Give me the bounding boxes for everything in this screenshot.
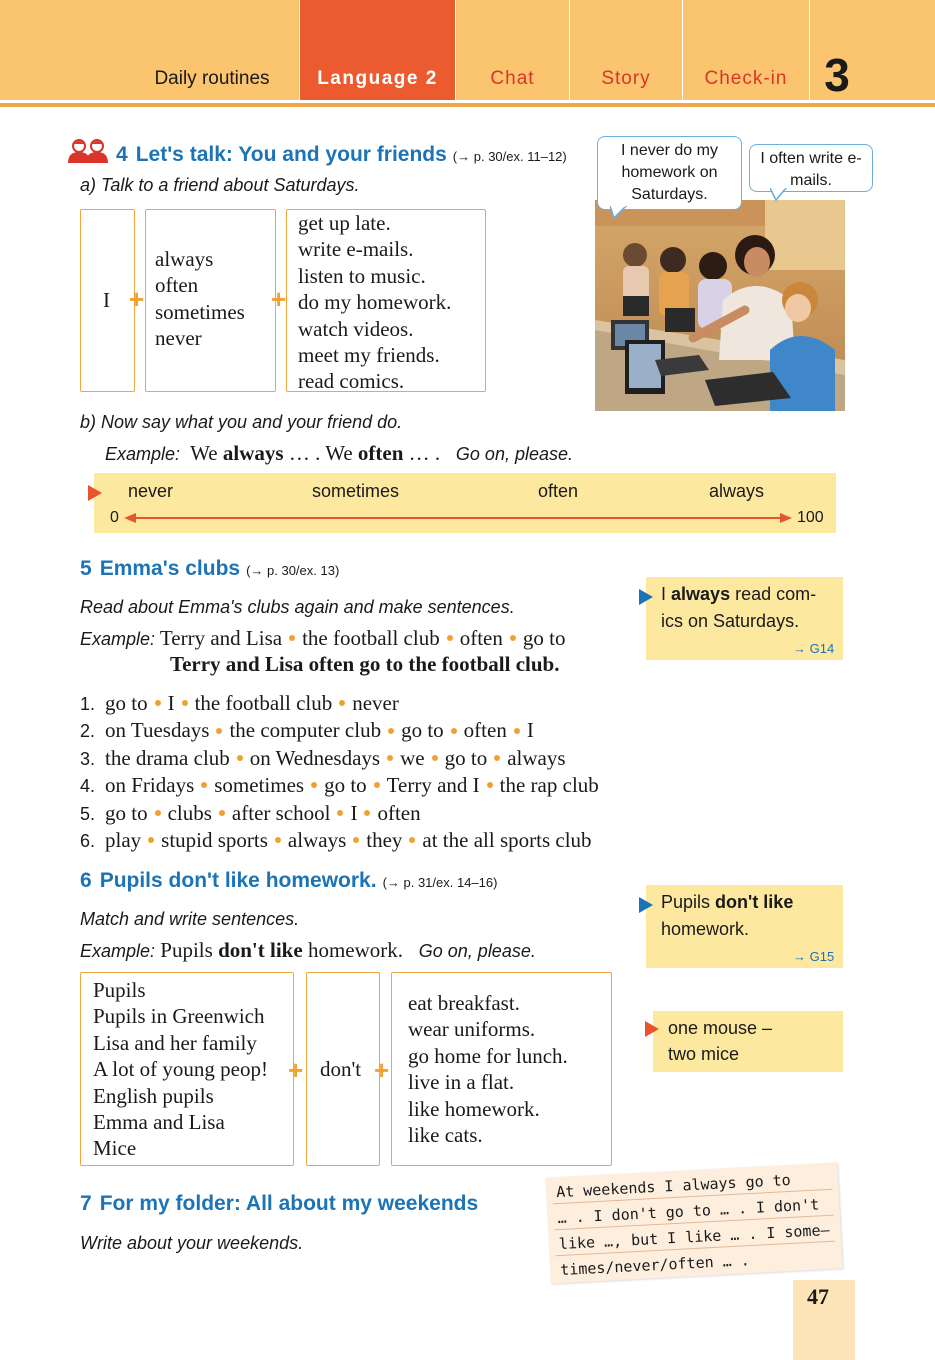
note-line: like …, but I like … . I some–	[558, 1220, 830, 1254]
tab-label: Story	[601, 68, 651, 89]
list-item-number: 6.	[80, 831, 96, 852]
table-cell: live in a flat.	[408, 1070, 515, 1095]
list-item-part: on Wednesdays	[249, 745, 381, 770]
scale-label-never: never	[128, 481, 174, 501]
dot-separator-icon	[289, 635, 295, 641]
topbar-divider	[0, 103, 935, 107]
dot-separator-icon	[451, 728, 457, 734]
table-cell: Mice	[93, 1136, 137, 1161]
exercise-4-example	[105, 441, 573, 466]
tab-label: Check-in	[704, 68, 788, 89]
table-cell: listen to music.	[298, 263, 426, 288]
exercise-5-instruction: Read about Emma's clubs again and make sentences.	[80, 597, 515, 617]
plus-icon: +	[374, 1055, 390, 1085]
table-cell: do my homework.	[298, 290, 452, 315]
tab-label: Language 2	[317, 68, 438, 89]
table-cell: never	[155, 326, 202, 351]
example-label: Example:	[105, 444, 181, 464]
table-col-negation	[306, 972, 380, 1166]
example-label: Example:	[80, 941, 156, 961]
exercise-5-example-answer: Terry and Lisa often go to the football club.	[170, 652, 560, 676]
note-line: times/never/often … .	[559, 1251, 751, 1280]
dot-separator-icon	[337, 810, 343, 816]
list-item	[80, 772, 599, 799]
list-item-part: the rap club	[499, 773, 599, 798]
scale-label-often: often	[538, 481, 579, 501]
speech-bubble	[749, 144, 873, 192]
list-item-part: often	[377, 800, 421, 825]
grammar-reference-link[interactable]: → G15	[793, 949, 835, 964]
list-item-part: often	[463, 718, 507, 743]
note-line: … . I don't go to … . I don't	[557, 1195, 820, 1228]
list-item-number: 4.	[80, 776, 96, 797]
dot-separator-icon	[275, 837, 281, 843]
list-item-part: always	[507, 745, 566, 770]
list-item-part: sometimes	[214, 773, 305, 798]
table-cell: meet my friends.	[298, 343, 440, 368]
table-col-subjects	[80, 972, 294, 1166]
go-on-text: Go on, please.	[455, 444, 574, 464]
list-item-part: the football club	[194, 691, 333, 715]
dot-separator-icon	[388, 728, 394, 734]
exercise-title: Let's talk: You and your friends	[135, 143, 447, 166]
bubble-tail	[770, 188, 790, 202]
handwritten-note-card	[545, 1162, 842, 1283]
scale-label-sometimes: sometimes	[312, 481, 400, 501]
dot-separator-icon	[216, 728, 222, 734]
tip-bold: don't like	[715, 892, 794, 912]
dot-separator-icon	[311, 782, 317, 788]
list-item-part: after school	[231, 800, 331, 825]
tab-story[interactable]	[570, 0, 683, 100]
list-item-part: clubs	[167, 800, 212, 825]
dot-separator-icon	[201, 782, 207, 788]
exercise-number: 5	[80, 557, 92, 580]
dot-separator-icon	[409, 837, 415, 843]
scale-label-always: always	[709, 481, 765, 501]
table-cell: eat breakfast.	[408, 991, 520, 1015]
grammar-tip-line	[661, 892, 793, 913]
page-reference: (→ p. 30/ex. 13)	[246, 563, 340, 578]
example-text: … . We	[288, 441, 353, 465]
example-bold: often	[357, 441, 404, 465]
exercise-7-instruction: Write about your weekends.	[80, 1233, 304, 1253]
bubble-text: I often write e-mails.	[760, 150, 862, 189]
list-item-part: go to	[444, 745, 488, 770]
grammar-tip-line: ics on Saturdays.	[661, 611, 800, 631]
vocab-note-line: two mice	[668, 1044, 740, 1064]
tab-label: Chat	[490, 68, 535, 89]
list-item-part: always	[287, 828, 347, 853]
table-cell: like cats.	[408, 1123, 483, 1148]
list-item-part: Terry and I	[386, 773, 480, 798]
dot-separator-icon	[155, 700, 161, 706]
exercise-title: Pupils don't like homework.	[99, 869, 377, 892]
dot-separator-icon	[353, 837, 359, 843]
list-item-part: the computer club	[229, 718, 382, 743]
exercise-7-heading	[80, 1192, 478, 1216]
example-part: the football club	[302, 626, 440, 650]
dot-separator-icon	[339, 700, 345, 706]
triangle-marker-icon	[639, 589, 653, 605]
table-cell: write e-mails.	[298, 237, 414, 262]
table-cell: English pupils	[93, 1083, 214, 1108]
unit-number: 3	[824, 49, 850, 101]
pair-work-icon	[66, 138, 110, 164]
exercise-number: 4	[116, 143, 128, 166]
triangle-marker-icon	[88, 485, 102, 501]
table-cell: Pupils	[93, 978, 146, 1002]
top-navigation-bar	[0, 0, 935, 100]
dot-separator-icon	[182, 700, 188, 706]
speech-bubble	[597, 136, 742, 210]
list-item-part: I	[350, 800, 358, 825]
table-cell: Emma and Lisa	[93, 1110, 225, 1135]
example-text: We	[190, 441, 218, 465]
table-cell: like homework.	[408, 1096, 540, 1121]
dot-separator-icon	[148, 837, 154, 843]
tip-bold: always	[671, 584, 731, 604]
exercise-6-instruction: Match and write sentences.	[80, 909, 300, 929]
example-bold: always	[222, 441, 284, 465]
dot-separator-icon	[155, 810, 161, 816]
table-cell: go home for lunch.	[408, 1043, 568, 1068]
exercise-5-list	[80, 690, 599, 854]
tip-text: I	[661, 584, 667, 604]
list-item-part: on Fridays	[105, 773, 195, 798]
list-item	[80, 717, 599, 744]
table-col-verbs	[391, 972, 612, 1166]
page-reference: (→ p. 30/ex. 11–12)	[452, 149, 567, 164]
list-item-part: go to	[105, 691, 148, 715]
exercise-4b-instruction: b) Now say what you and your friend do.	[80, 412, 403, 432]
scale-arrow	[124, 510, 792, 526]
list-item-number: 2.	[80, 721, 96, 742]
table-cell: read comics.	[298, 369, 405, 394]
scale-min: 0	[110, 509, 119, 526]
triangle-marker-icon	[645, 1021, 659, 1037]
exercise-number: 6	[80, 869, 92, 892]
list-item	[80, 690, 599, 717]
tip-text: read com-	[735, 584, 817, 604]
list-item-number: 1.	[80, 694, 96, 714]
list-item-part: stupid sports	[161, 828, 268, 853]
grammar-tip-line	[661, 584, 816, 605]
tab-check-in[interactable]	[683, 0, 810, 100]
dot-separator-icon	[447, 635, 453, 641]
list-item-part: we	[400, 745, 425, 770]
page-number: 47	[807, 1284, 829, 1309]
triangle-marker-icon	[639, 897, 653, 913]
vocab-note-line: one mouse –	[668, 1018, 773, 1038]
exercise-4a-instruction: a) Talk to a friend about Saturdays.	[80, 175, 360, 195]
bubble-tail	[610, 206, 630, 220]
list-item-part: on Tuesdays	[105, 718, 210, 743]
list-item-part: at the all sports club	[422, 828, 592, 853]
table-cell: often	[155, 273, 199, 298]
bubble-text: I never do my homework on Saturdays.	[621, 142, 718, 203]
grammar-reference-link[interactable]: → G14	[793, 641, 835, 656]
example-part: often	[459, 626, 503, 650]
list-item	[80, 800, 599, 827]
scale-max: 100	[797, 509, 824, 526]
exercise-number: 7	[80, 1192, 92, 1215]
example-text: … .	[408, 441, 441, 465]
dot-separator-icon	[487, 782, 493, 788]
table-cell: Pupils in Greenwich	[93, 1004, 265, 1029]
example-label: Example:	[80, 629, 156, 649]
tip-text: Pupils	[661, 892, 711, 912]
list-item	[80, 827, 599, 854]
list-item-number: 5.	[80, 803, 96, 824]
example-part: go to	[522, 626, 566, 650]
dot-separator-icon	[374, 782, 380, 788]
list-item-part: go to	[401, 718, 444, 743]
classroom-photo	[595, 200, 845, 411]
table-cell: wear uniforms.	[408, 1017, 536, 1042]
table-cell: get up late.	[298, 211, 391, 235]
plus-icon: +	[271, 284, 287, 314]
go-on-text: Go on, please.	[418, 941, 536, 961]
example-bold: don't like	[218, 938, 303, 962]
tab-label: Daily routines	[154, 68, 270, 89]
list-item-part: go to	[105, 800, 148, 825]
dot-separator-icon	[494, 755, 500, 761]
dot-separator-icon	[364, 810, 370, 816]
exercise-5-heading	[80, 557, 339, 581]
dot-separator-icon	[514, 728, 520, 734]
exercise-6-example	[80, 938, 536, 963]
list-item-part: they	[366, 828, 403, 853]
exercise-5-example	[80, 626, 565, 651]
dot-separator-icon	[237, 755, 243, 761]
table-cell: always	[155, 247, 214, 271]
list-item-number: 3.	[80, 748, 96, 769]
dot-separator-icon	[510, 635, 516, 641]
list-item-part: I	[167, 691, 175, 715]
list-item-part: play	[105, 828, 142, 853]
plus-icon: +	[288, 1055, 304, 1085]
example-text: homework.	[307, 938, 404, 962]
table-cell: sometimes	[155, 299, 245, 324]
table-col-adverbs	[145, 209, 276, 392]
list-item-part: I	[526, 718, 534, 743]
example-part: Terry and Lisa	[159, 626, 283, 650]
table-col-subject	[80, 209, 135, 392]
dot-separator-icon	[432, 755, 438, 761]
exercise-title: For my folder: All about my weekends	[99, 1192, 479, 1215]
plus-icon: +	[129, 284, 145, 314]
exercise-6-heading	[80, 869, 497, 893]
table-cell: A lot of young peop!	[93, 1057, 268, 1082]
list-item-part: go to	[324, 773, 367, 798]
list-item-part: the drama club	[105, 745, 230, 770]
note-line: At weekends I always go to	[555, 1170, 792, 1202]
page-reference: (→ p. 31/ex. 14–16)	[382, 875, 498, 890]
table-col-activities	[286, 209, 486, 392]
dot-separator-icon	[219, 810, 225, 816]
tab-language-2[interactable]	[300, 0, 456, 100]
table-cell: Lisa and her family	[93, 1030, 257, 1055]
table-cell: I	[103, 288, 110, 312]
tab-daily-routines[interactable]	[125, 0, 300, 100]
table-cell: watch videos.	[298, 316, 414, 341]
table-cell: don't	[320, 1057, 362, 1081]
example-text: Pupils	[160, 938, 213, 962]
exercise-4-heading	[116, 143, 567, 167]
tab-chat[interactable]	[456, 0, 570, 100]
list-item-part: never	[352, 691, 399, 715]
dot-separator-icon	[387, 755, 393, 761]
list-item	[80, 745, 599, 772]
exercise-title: Emma's clubs	[99, 557, 241, 580]
grammar-tip-line: homework.	[661, 919, 750, 939]
